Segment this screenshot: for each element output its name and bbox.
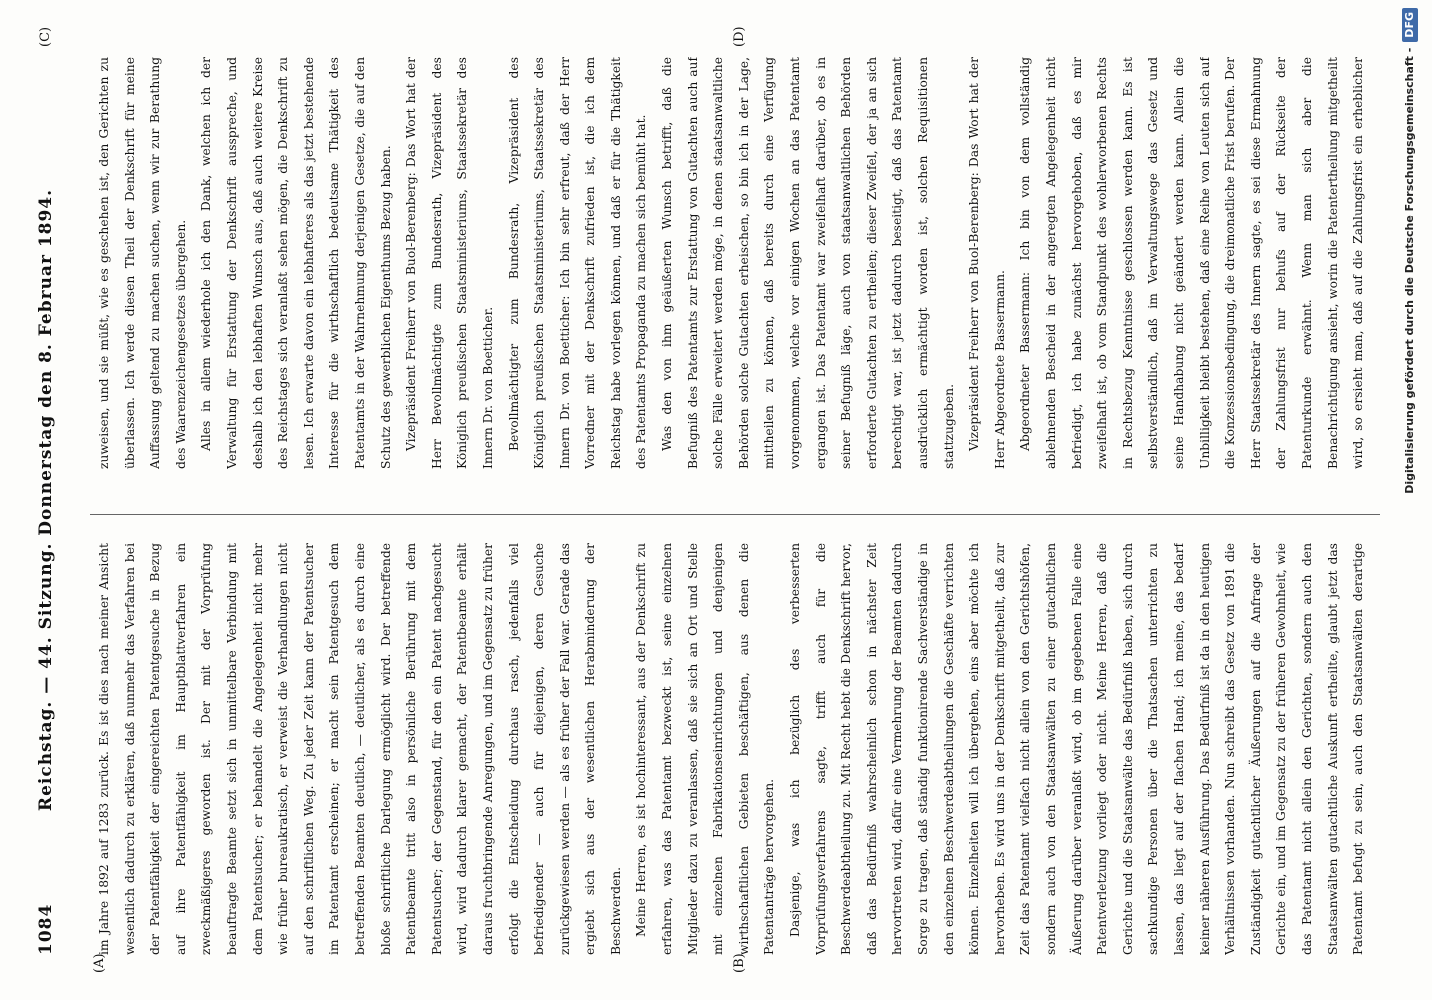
dfg-logo: DFG	[1402, 8, 1418, 42]
margin-marker-a: (A)	[92, 953, 107, 973]
paragraph: Was den von ihm geäußerten Wunsch betrifft, daß die Befugniß des Patentamts zur Erstattung von Gutachten auch auf solche Fälle erweitert werden möge, in denen staatsanwaltliche Behörden solche Gutachten erheischen, so bin ich in der Lage, mittheilen zu können, daß bereits durch eine Verfügung vorgenommen, welche vor einigen Wochen an das Patentamt ergangen ist. Das Patentamt war zweifelhaft darüber, ob es in seiner Befugniß läge, auch von staatsanwaltlichen Behörden erforderte Gutachten zu ertheilen; dieser Zweifel, der ja an sich berechtigt war, ist jetzt dadurch beseitigt, daß das Patentamt ausdrücklich ermächtigt worden ist, solchen Requisitionen stattzugeben.	[660, 57, 956, 469]
margin-marker-b: (B)	[732, 953, 747, 973]
margin-marker-d: (D)	[732, 26, 747, 47]
paragraph: im Jahre 1892 auf 1283 zurück. Es ist dies nach meiner Ansicht wesentlich dadurch zu erklären, daß nunmehr das Verfahren bei der Patentfähigkeit der eingereichten Patentgesuche in Bezug auf ihre Patentfähigkeit im Hauptblattverfahren ein zweckmäßigeres geworden ist. Der mit der Vorprüfung beauftragte Beamte setzt sich in unmittelbare Verbindung mit dem Patentsucher; er behandelt die Angelegenheit nicht mehr wie früher bureaukratisch, er verweist die Verhandlungen nicht auf den schriftlichen Weg. Zu jeder Zeit kann der Patentsucher im Patentamt erscheinen; er macht sein Patentgesuch dem betreffenden Beamten deutlich, — deutlicher, als es durch eine bloße schriftliche Darlegung ermöglicht wird. Der betreffende Patentbeamte tritt also in persönliche Berührung mit dem Patentsucher; der Gegenstand, für den ein Patent nachgesucht wird, wird dadurch klarer gemacht, der Patentbeamte erhält daraus fruchtbringende Anregungen, und im Gegensatz zu früher erfolgt die Entscheidung durchaus rasch, jedenfalls viel befriedigender — auch für diejenigen, deren Gesuche zurückgewiesen werden — als es früher der Fall war. Gerade das ergiebt sich aus der wesentlichen Herabminderung der Beschwerden.	[97, 543, 623, 955]
speaker-paragraph: Bevollmächtigter zum Bundesrath, Vizepräsident des Königlich preußischen Staatsministeriums, Staatssekretär des Innern Dr. von Boetticher: Ich bin sehr erfreut, daß der Herr Vorredner mit der Denkschrift zufrieden ist, die ich dem Reichstag habe vorlegen können, und daß er für die Thätigkeit des Patentamts Propaganda zu machen sich bemüht hat.	[506, 57, 649, 469]
digitization-credit	[1394, 8, 1426, 993]
speaker-paragraph: Abgeordneter Bassermann: Ich bin von dem vollständig ablehnenden Bescheid in der angeregten Angelegenheit nicht befriedigt, ich habe zunächst hervorgehoben, daß es mir zweifelhaft ist, ob vom Standpunkt des wohlerworbenen Rechts in Rechtsbezug Kenntnisse geschlossen werden kann. Es ist selbstverständlich, daß im Verwaltungswege das Gesetz und seine Handhabung nicht geändert werden kann. Allein die Unbilligkeit bleibt bestehen, daß eine Reihe von Leuten sich auf die Konzessionsbedingung, die dreimonatliche Frist berufen. Der Herr Staatssekretär des Innern sagte, es sei diese Ermahnung der Zahlungsfrist nur behufs auf der Rückseite der Patenturkunde erwähnt. Wenn man sich aber die Benachrichtigung ansieht, worin die Patentertheilung mitgetheilt wird, so ersieht man, daß auf die Zahlungsfrist ein erheblicher	[1018, 57, 1366, 469]
speaker-intro: Vizepräsident Freiherr von Buol-Berenberg: Das Wort hat der Herr Abgeordnete Bassermann.	[967, 57, 1007, 469]
paragraph: Dasjenige, was ich bezüglich des verbesserten Vorprüfungsverfahrens sagte, trifft auch für die Beschwerdeabtheilung zu. Mit Recht hebt die Denkschrift hervor, daß das Bedürfniß wahrscheinlich schon in nächster Zeit hervortreten wird, dafür eine Vermehrung der Beamten dadurch Sorge zu tragen, daß ständig funktionirende Sachverständige in den einzelnen Beschwerdeabtheilungen die Geschäfte verrichten können. Einzelheiten will ich übergehen, eins aber möchte ich hervorheben. Es wird uns in der Denkschrift mitgetheilt, daß zur Zeit das Patentamt vielfach nicht allein von den Gerichtshöfen, sondern auch von den Staatsanwälten zu einer gutachtlichen Äußerung darüber veranlaßt wird, ob im gegebenen Falle eine Patentverletzung vorliegt oder nicht. Meine Herren, daß die Gerichte und die Staatsanwälte das Bedürfniß haben, sich durch sachkundige Personen über die Thatsachen unterrichten zu lassen, das liegt auf der flachen Hand; ich meine, das bedarf keiner näheren Ausführung. Das Bedürfniß ist da in den heutigen Verhältnissen vorhanden. Nun schreibt das Gesetz von 1891 die Zuständigkeit gutachtlicher Äußerungen auf die Anfrage der Gerichte ein, und im Gegensatz zu der früheren Gewohnheit, wie das Patentamt nicht allein den Gerichten, sondern auch den Staatsanwälten gutachtliche Auskunft ertheilte, glaubt jetzt das Patentamt befugt zu sein, auch den Staatsanwälten derartige	[788, 543, 1366, 955]
left-column	[92, 543, 1372, 955]
header-title: Reichstag. — 44. Sitzung. Donnerstag den 8. Februar 1894.	[36, 188, 56, 812]
paragraph: Alles in allem wiederhole ich den Dank, welchen ich der Verwaltung für Erstattung der Denkschrift ausspreche, und deshalb ich den lebhaften Wunsch aus, daß auch weitere Kreise des Reichstages sich veranlaßt sehen mögen, die Denkschrift zu lesen. Ich erwarte davon ein lebhafteres als das jetzt bestehende Interesse für die wirthschaftlich bedeutsame Thätigkeit des Patentamts in der Wahrnehmung derjenigen Gesetze, die auf den Schutz des gewerblichen Eigenthums Bezug haben.	[199, 57, 393, 469]
page-number: 1084	[36, 903, 56, 955]
credit-text: Digitalisierung gefördert durch die Deutsche Forschungsgemeinschaft -	[1403, 47, 1416, 494]
margin-marker-c: (C)	[38, 26, 53, 47]
right-column	[92, 57, 1372, 469]
column-divider	[90, 514, 1380, 515]
rotated-document-page	[10, 5, 1405, 995]
running-header	[32, 5, 62, 995]
paragraph: Meine Herren, es ist hochinteressant, aus der Denkschrift zu erfahren, was das Patentamt bezweckt ist, seine einzelnen Mitglieder dazu zu veranlassen, daß sie sich an Ort und Stelle mit einzelnen Fabrikationseinrichtungen und denjenigen wirthschaftlichen Gebieten beschäftigen, aus denen die Patentanträge hervorgehen.	[634, 543, 777, 955]
paragraph: zuweisen, und sie müßt, wie es geschehen ist, den Gerichten zu überlassen. Ich werde diesen Theil der Denkschrift für meine Auffassung geltend zu machen suchen, wenn wir zur Berathung des Waarenzeichengesetzes übergehen.	[97, 57, 188, 469]
speaker-intro: Vizepräsident Freiherr von Buol-Berenberg: Das Wort hat der Herr Bevollmächtigte zum Bundesrath, Vizepräsident des Königlich preußischen Staatsministeriums, Staatssekretär des Innern Dr. von Boetticher.	[404, 57, 495, 469]
